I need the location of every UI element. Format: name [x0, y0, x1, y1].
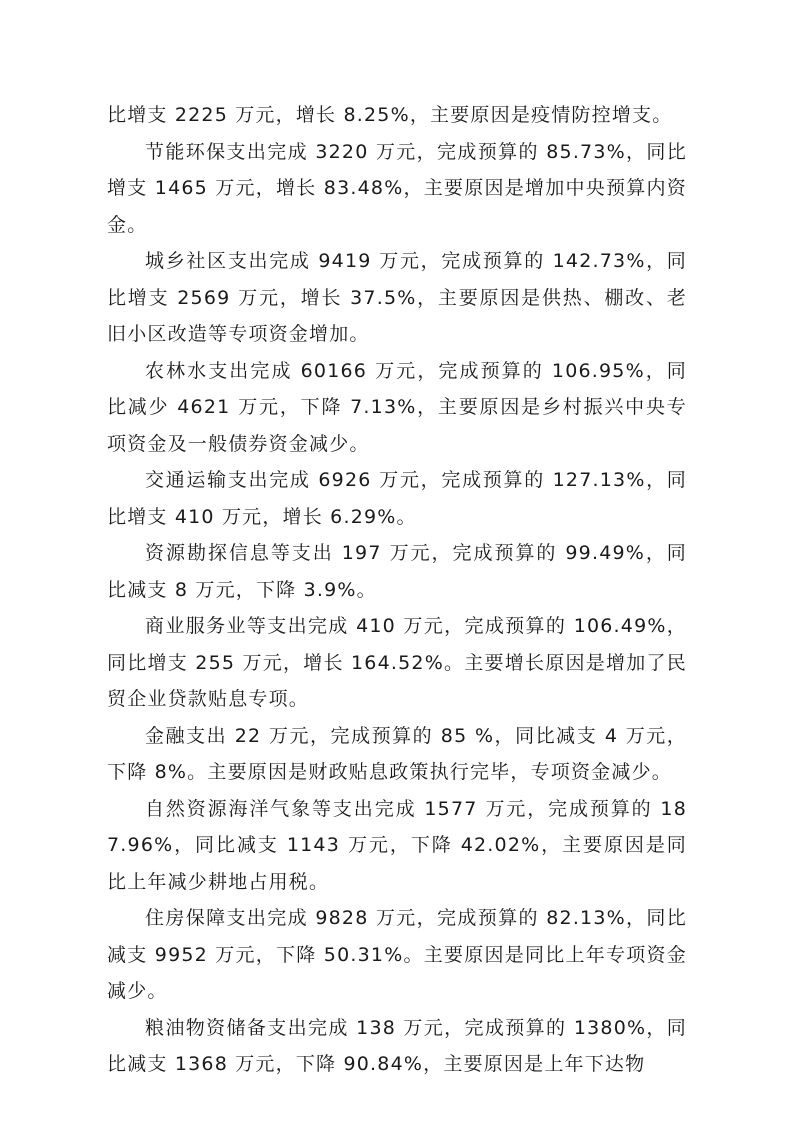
- paragraph-agriculture-forestry-water: 农林水支出完成 60166 万元，完成预算的 106.95%，同比减少 4621 万元，下降 7.13%，主要原因是乡村振兴中央专项资金及一般债券资金减少。: [107, 359, 687, 455]
- paragraph-continuation: 比增支 2225 万元，增长 8.25%，主要原因是疫情防控增支。: [107, 104, 673, 126]
- paragraph-grain-oil-reserves: 粮油物资储备支出完成 138 万元，完成预算的 1380%，同比减支 1368 万元，下降 90.84%，主要原因是上年下达物: [107, 1016, 687, 1075]
- paragraph-resource-exploration: 资源勘探信息等支出 197 万元，完成预算的 99.49%，同比减支 8 万元，下降 3.9%。: [107, 542, 687, 601]
- paragraph-urban-rural-community: 城乡社区支出完成 9419 万元，完成预算的 142.73%，同比增支 2569 万元，增长 37.5%，主要原因是供热、棚改、老旧小区改造等专项资金增加。: [107, 250, 687, 345]
- paragraph-finance: 金融支出 22 万元，完成预算的 85 %，同比减支 4 万元，下降 8%。主要原因是财政贴息政策执行完毕，专项资金减少。: [107, 724, 687, 783]
- paragraph-transportation: 交通运输支出完成 6926 万元，完成预算的 127.13%，同比增支 410 万元，增长 6.29%。: [107, 469, 687, 528]
- document-page: [107, 97, 687, 1083]
- paragraph-housing-security: 住房保障支出完成 9828 万元，完成预算的 82.13%，同比减支 9952 万元，下降 50.31%。主要原因是同比上年专项资金减少。: [107, 907, 687, 1002]
- paragraph-commerce-services: 商业服务业等支出完成 410 万元，完成预算的 106.49%，同比增支 255 万元，增长 164.52%。主要增长原因是增加了民贸企业贷款贴息专项。: [107, 615, 687, 710]
- paragraph-natural-resources: 自然资源海洋气象等支出完成 1577 万元，完成预算的 187.96%，同比减支 1143 万元，下降 42.02%，主要原因是同比上年减少耕地占用税。: [107, 797, 687, 893]
- paragraph-energy-environment: 节能环保支出完成 3220 万元，完成预算的 85.73%，同比增支 1465 万元，增长 83.48%，主要原因是增加中央预算内资金。: [107, 140, 687, 236]
